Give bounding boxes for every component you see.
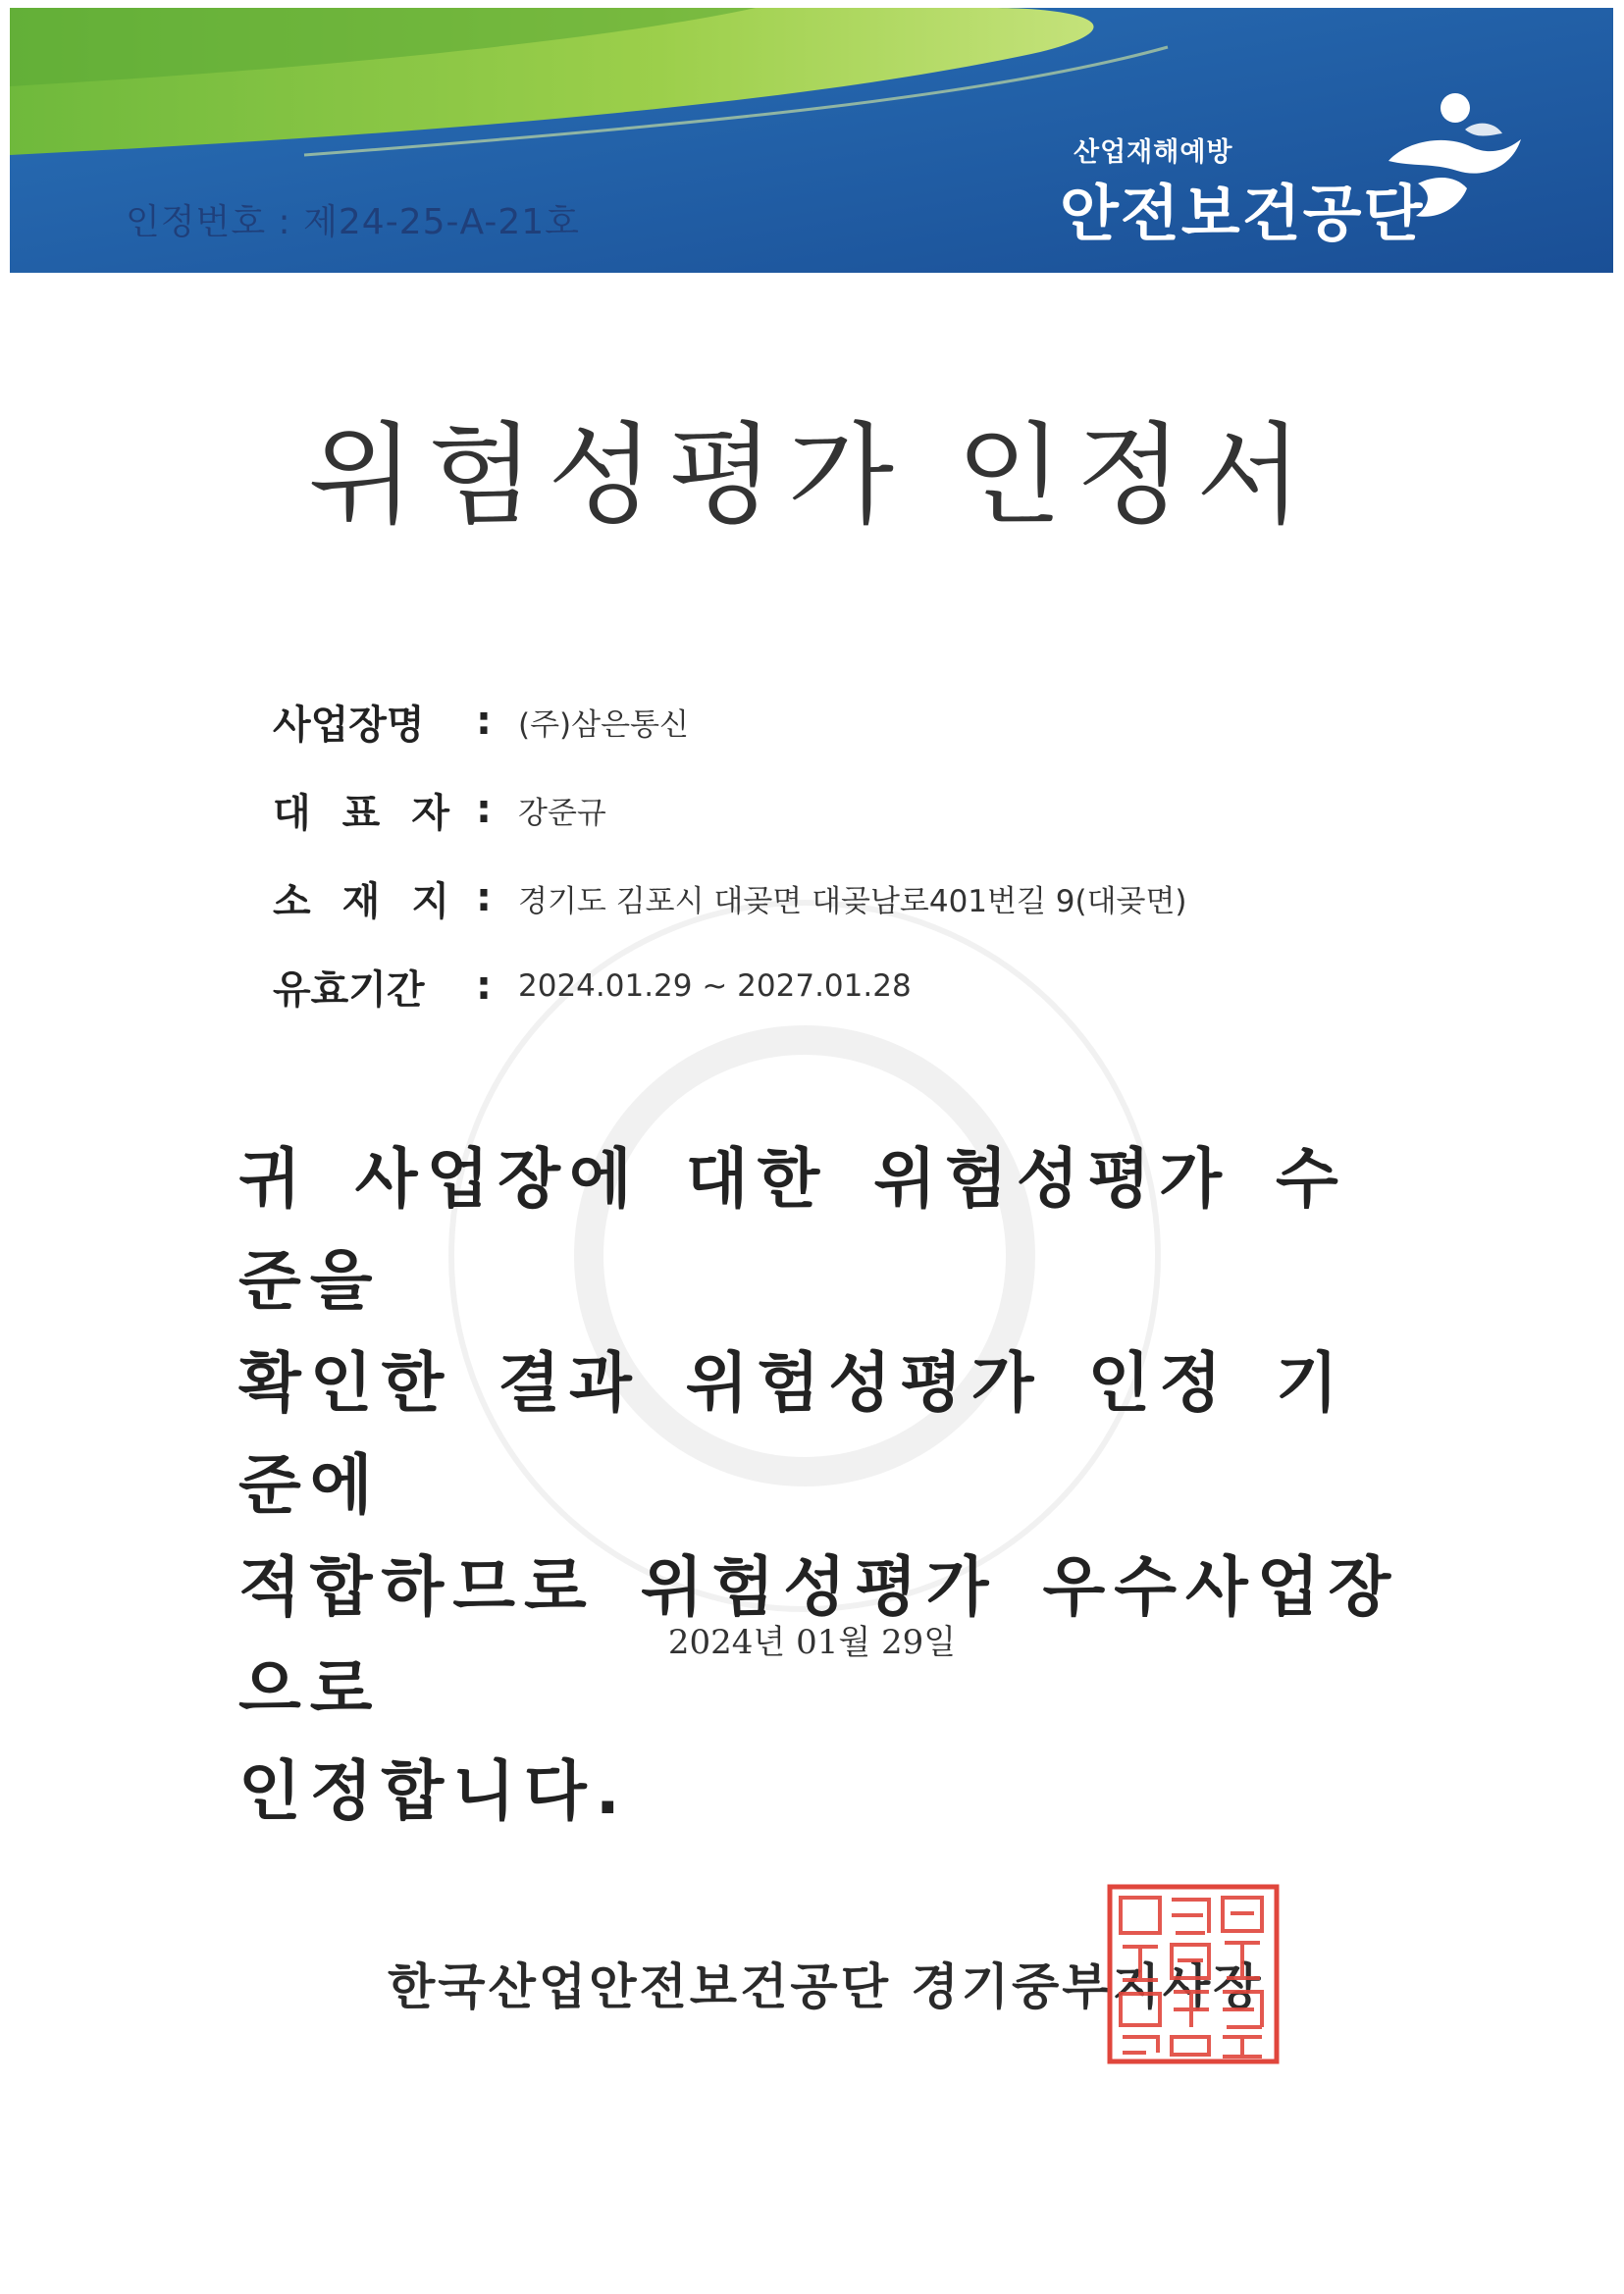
field-row-validity-period — [273, 942, 1187, 1030]
field-colon: : — [476, 699, 492, 744]
field-label-char: 소 — [273, 878, 311, 924]
body-line: 적합하므로 위험성평가 우수사업장으로 — [238, 1549, 1400, 1727]
field-value: 경기도 김포시 대곶면 대곶남로401번길 9(대곶면) — [518, 883, 1187, 919]
field-label-char: 지 — [411, 878, 449, 924]
certificate-title: 위험성평가 인정서 — [307, 412, 1317, 540]
field-label — [273, 870, 449, 926]
field-label-char: 재 — [341, 878, 381, 924]
issuer-name: 한국산업안전보건공단 경기중부지사장 — [388, 1958, 1264, 2015]
field-colon: : — [476, 875, 492, 920]
field-label-char: 대 — [273, 790, 311, 836]
field-row-location — [273, 854, 1187, 942]
certificate-number: 인정번호 : 제24-25-A-21호 — [126, 202, 580, 242]
org-subtitle: 산업재해예방 — [1074, 137, 1233, 168]
field-value: 2024.01.29 ~ 2027.01.28 — [518, 968, 912, 1004]
field-value: 강준규 — [518, 795, 606, 831]
body-line: 귀 사업장에 대한 위험성평가 수준을 — [238, 1141, 1347, 1319]
field-label-char: 표 — [341, 790, 381, 836]
field-label — [273, 782, 449, 838]
field-label-char: 자 — [411, 790, 449, 836]
body-line: 확인한 결과 위험성평가 인정 기준에 — [238, 1345, 1347, 1523]
org-name: 안전보건공단 — [1060, 178, 1425, 249]
field-value: (주)삼은통신 — [518, 706, 689, 743]
field-label: 유효기간 — [273, 966, 425, 1013]
field-colon: : — [476, 787, 492, 832]
issue-date: 2024년 01월 29일 — [667, 1623, 957, 1662]
certificate-fields — [273, 677, 1187, 1030]
certificate-body — [238, 1128, 1416, 1843]
official-seal-icon — [1107, 1884, 1280, 2064]
field-row-business-name — [273, 677, 1187, 765]
field-row-representative — [273, 765, 1187, 854]
field-colon: : — [476, 964, 492, 1009]
kosha-logo-icon — [1379, 90, 1526, 228]
field-label: 사업장명 — [273, 702, 425, 748]
body-line: 인정합니다. — [238, 1753, 629, 1829]
